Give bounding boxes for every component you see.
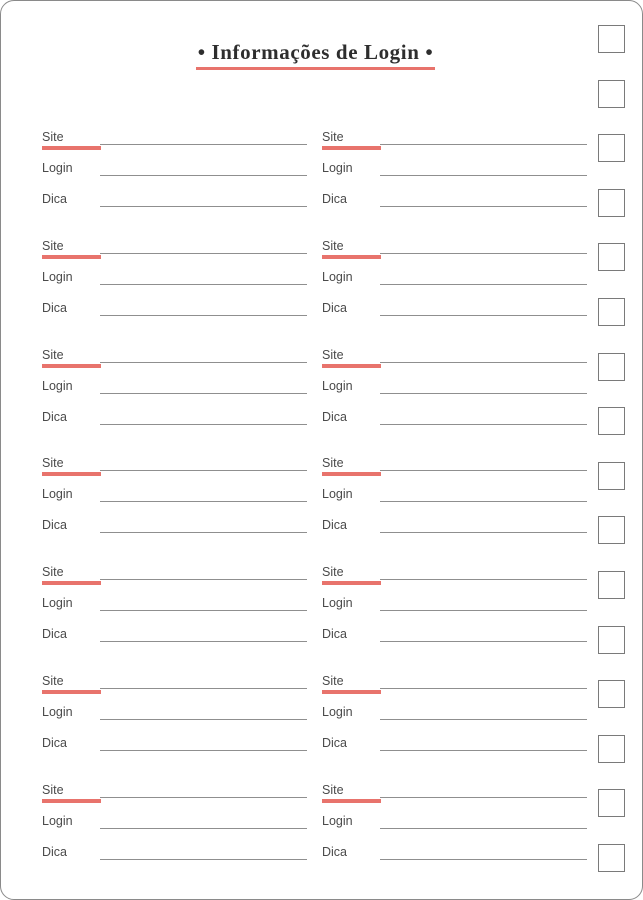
site-accent-bar [322,146,381,150]
login-entry [322,347,587,441]
checkbox[interactable] [598,626,625,654]
login-label: Login [42,161,73,175]
login-entry [322,129,587,223]
site-accent-bar [322,472,381,476]
login-entry [42,455,307,549]
checkbox[interactable] [598,298,625,326]
site-label: Site [42,456,64,471]
login-entry [42,673,307,767]
site-row [322,455,587,475]
login-write-line[interactable] [380,610,587,611]
site-label: Site [42,347,64,362]
login-row [322,486,587,506]
hint-write-line[interactable] [380,641,587,642]
hint-write-line[interactable] [380,859,587,860]
login-row [42,160,307,180]
site-write-line[interactable] [380,797,587,798]
login-entry [322,673,587,767]
checkbox[interactable] [598,735,625,763]
site-row [322,347,587,367]
hint-row [42,409,307,429]
hint-write-line[interactable] [100,750,307,751]
site-row [42,238,307,258]
login-write-line[interactable] [380,284,587,285]
site-label: Site [322,782,344,797]
site-accent-bar [42,799,101,803]
login-label: Login [42,378,73,393]
login-row [42,269,307,289]
login-row [42,704,307,724]
login-label: Login [42,705,73,719]
login-write-line[interactable] [100,828,307,829]
hint-write-line[interactable] [100,206,307,207]
site-accent-bar [322,581,381,585]
login-row [322,704,587,724]
login-write-line[interactable] [100,175,307,176]
hint-label: Dica [42,627,68,642]
hint-write-line[interactable] [100,859,307,860]
hint-label: Dica [42,736,68,750]
login-write-line[interactable] [100,719,307,720]
hint-row [322,191,587,211]
login-entry [322,564,587,658]
site-write-line[interactable] [100,253,307,254]
hint-label: Dica [322,300,348,315]
hint-write-line[interactable] [380,206,587,207]
checkbox[interactable] [598,680,625,708]
site-label: Site [42,130,64,144]
hint-write-line[interactable] [380,532,587,533]
title-area [1,39,630,70]
site-write-line[interactable] [100,797,307,798]
hint-row [42,191,307,211]
login-row [42,813,307,833]
login-label: Login [42,813,73,828]
site-write-line[interactable] [380,579,587,580]
login-write-line[interactable] [100,501,307,502]
checkbox[interactable] [598,25,625,53]
login-write-line[interactable] [380,719,587,720]
site-label: Site [322,130,344,144]
checkbox[interactable] [598,80,625,108]
login-row [42,595,307,615]
checkbox[interactable] [598,353,625,381]
site-write-line[interactable] [100,362,307,363]
site-row [322,129,587,149]
page-title: • Informações de Login • [196,39,436,70]
login-entry [322,782,587,876]
login-entry [322,238,587,332]
site-row [322,673,587,693]
site-write-line[interactable] [380,688,587,689]
login-write-line[interactable] [380,393,587,394]
hint-row [42,844,307,864]
site-row [42,564,307,584]
site-accent-bar [42,364,101,368]
hint-label: Dica [322,192,348,206]
checkbox[interactable] [598,462,625,490]
login-write-line[interactable] [380,828,587,829]
login-label: Login [322,705,353,719]
checkbox[interactable] [598,571,625,599]
login-entry [42,564,307,658]
site-accent-bar [322,255,381,259]
site-write-line[interactable] [380,470,587,471]
site-row [322,564,587,584]
hint-label: Dica [42,300,68,315]
checkbox[interactable] [598,134,625,162]
hint-row [322,626,587,646]
hint-label: Dica [322,518,348,533]
site-accent-bar [42,690,101,694]
hint-write-line[interactable] [380,315,587,316]
login-label: Login [42,487,73,502]
hint-row [42,735,307,755]
login-row [322,378,587,398]
site-accent-bar [42,255,101,259]
hint-row [42,626,307,646]
hint-row [322,409,587,429]
hint-write-line[interactable] [100,532,307,533]
login-row [322,595,587,615]
site-accent-bar [322,364,381,368]
site-write-line[interactable] [100,579,307,580]
hint-label: Dica [322,409,348,424]
site-label: Site [42,674,64,688]
checkbox[interactable] [598,407,625,435]
hint-row [42,300,307,320]
site-accent-bar [42,146,101,150]
site-label: Site [322,674,344,688]
login-row [322,269,587,289]
site-label: Site [322,238,344,253]
hint-label: Dica [42,844,68,859]
site-write-line[interactable] [380,362,587,363]
login-entry [42,347,307,441]
login-entry [42,238,307,332]
site-label: Site [322,456,344,471]
checkbox[interactable] [598,189,625,217]
login-entry [322,455,587,549]
login-write-line[interactable] [380,501,587,502]
login-label: Login [322,596,353,611]
hint-label: Dica [322,736,348,750]
checkbox[interactable] [598,516,625,544]
site-write-line[interactable] [100,144,307,145]
site-row [42,347,307,367]
site-row [42,129,307,149]
site-accent-bar [322,799,381,803]
site-label: Site [322,347,344,362]
login-entry [42,782,307,876]
site-write-line[interactable] [100,470,307,471]
hint-label: Dica [42,409,68,424]
site-row [322,782,587,802]
site-label: Site [322,565,344,580]
site-row [42,782,307,802]
site-write-line[interactable] [380,144,587,145]
hint-write-line[interactable] [100,315,307,316]
hint-write-line[interactable] [380,424,587,425]
site-accent-bar [42,581,101,585]
hint-label: Dica [42,192,68,206]
site-label: Site [42,782,64,797]
hint-row [322,300,587,320]
login-write-line[interactable] [100,393,307,394]
hint-write-line[interactable] [100,641,307,642]
checkbox[interactable] [598,789,625,817]
hint-write-line[interactable] [380,750,587,751]
login-row [42,486,307,506]
checkbox[interactable] [598,243,625,271]
site-row [322,238,587,258]
login-row [322,813,587,833]
login-label: Login [42,596,73,611]
login-entry [42,129,307,223]
login-label: Login [322,269,353,284]
site-row [42,455,307,475]
site-accent-bar [42,472,101,476]
site-row [42,673,307,693]
checkbox[interactable] [598,844,625,872]
login-label: Login [322,378,353,393]
hint-label: Dica [322,627,348,642]
login-write-line[interactable] [380,175,587,176]
login-row [322,160,587,180]
site-write-line[interactable] [100,688,307,689]
login-label: Login [322,161,353,175]
hint-write-line[interactable] [100,424,307,425]
login-label: Login [322,487,353,502]
login-row [42,378,307,398]
site-write-line[interactable] [380,253,587,254]
site-accent-bar [322,690,381,694]
site-label: Site [42,238,64,253]
login-write-line[interactable] [100,610,307,611]
site-label: Site [42,565,64,580]
hint-row [322,735,587,755]
hint-label: Dica [42,518,68,533]
login-write-line[interactable] [100,284,307,285]
hint-row [322,844,587,864]
hint-row [322,517,587,537]
login-label: Login [322,813,353,828]
hint-label: Dica [322,844,348,859]
hint-row [42,517,307,537]
login-label: Login [42,269,73,284]
